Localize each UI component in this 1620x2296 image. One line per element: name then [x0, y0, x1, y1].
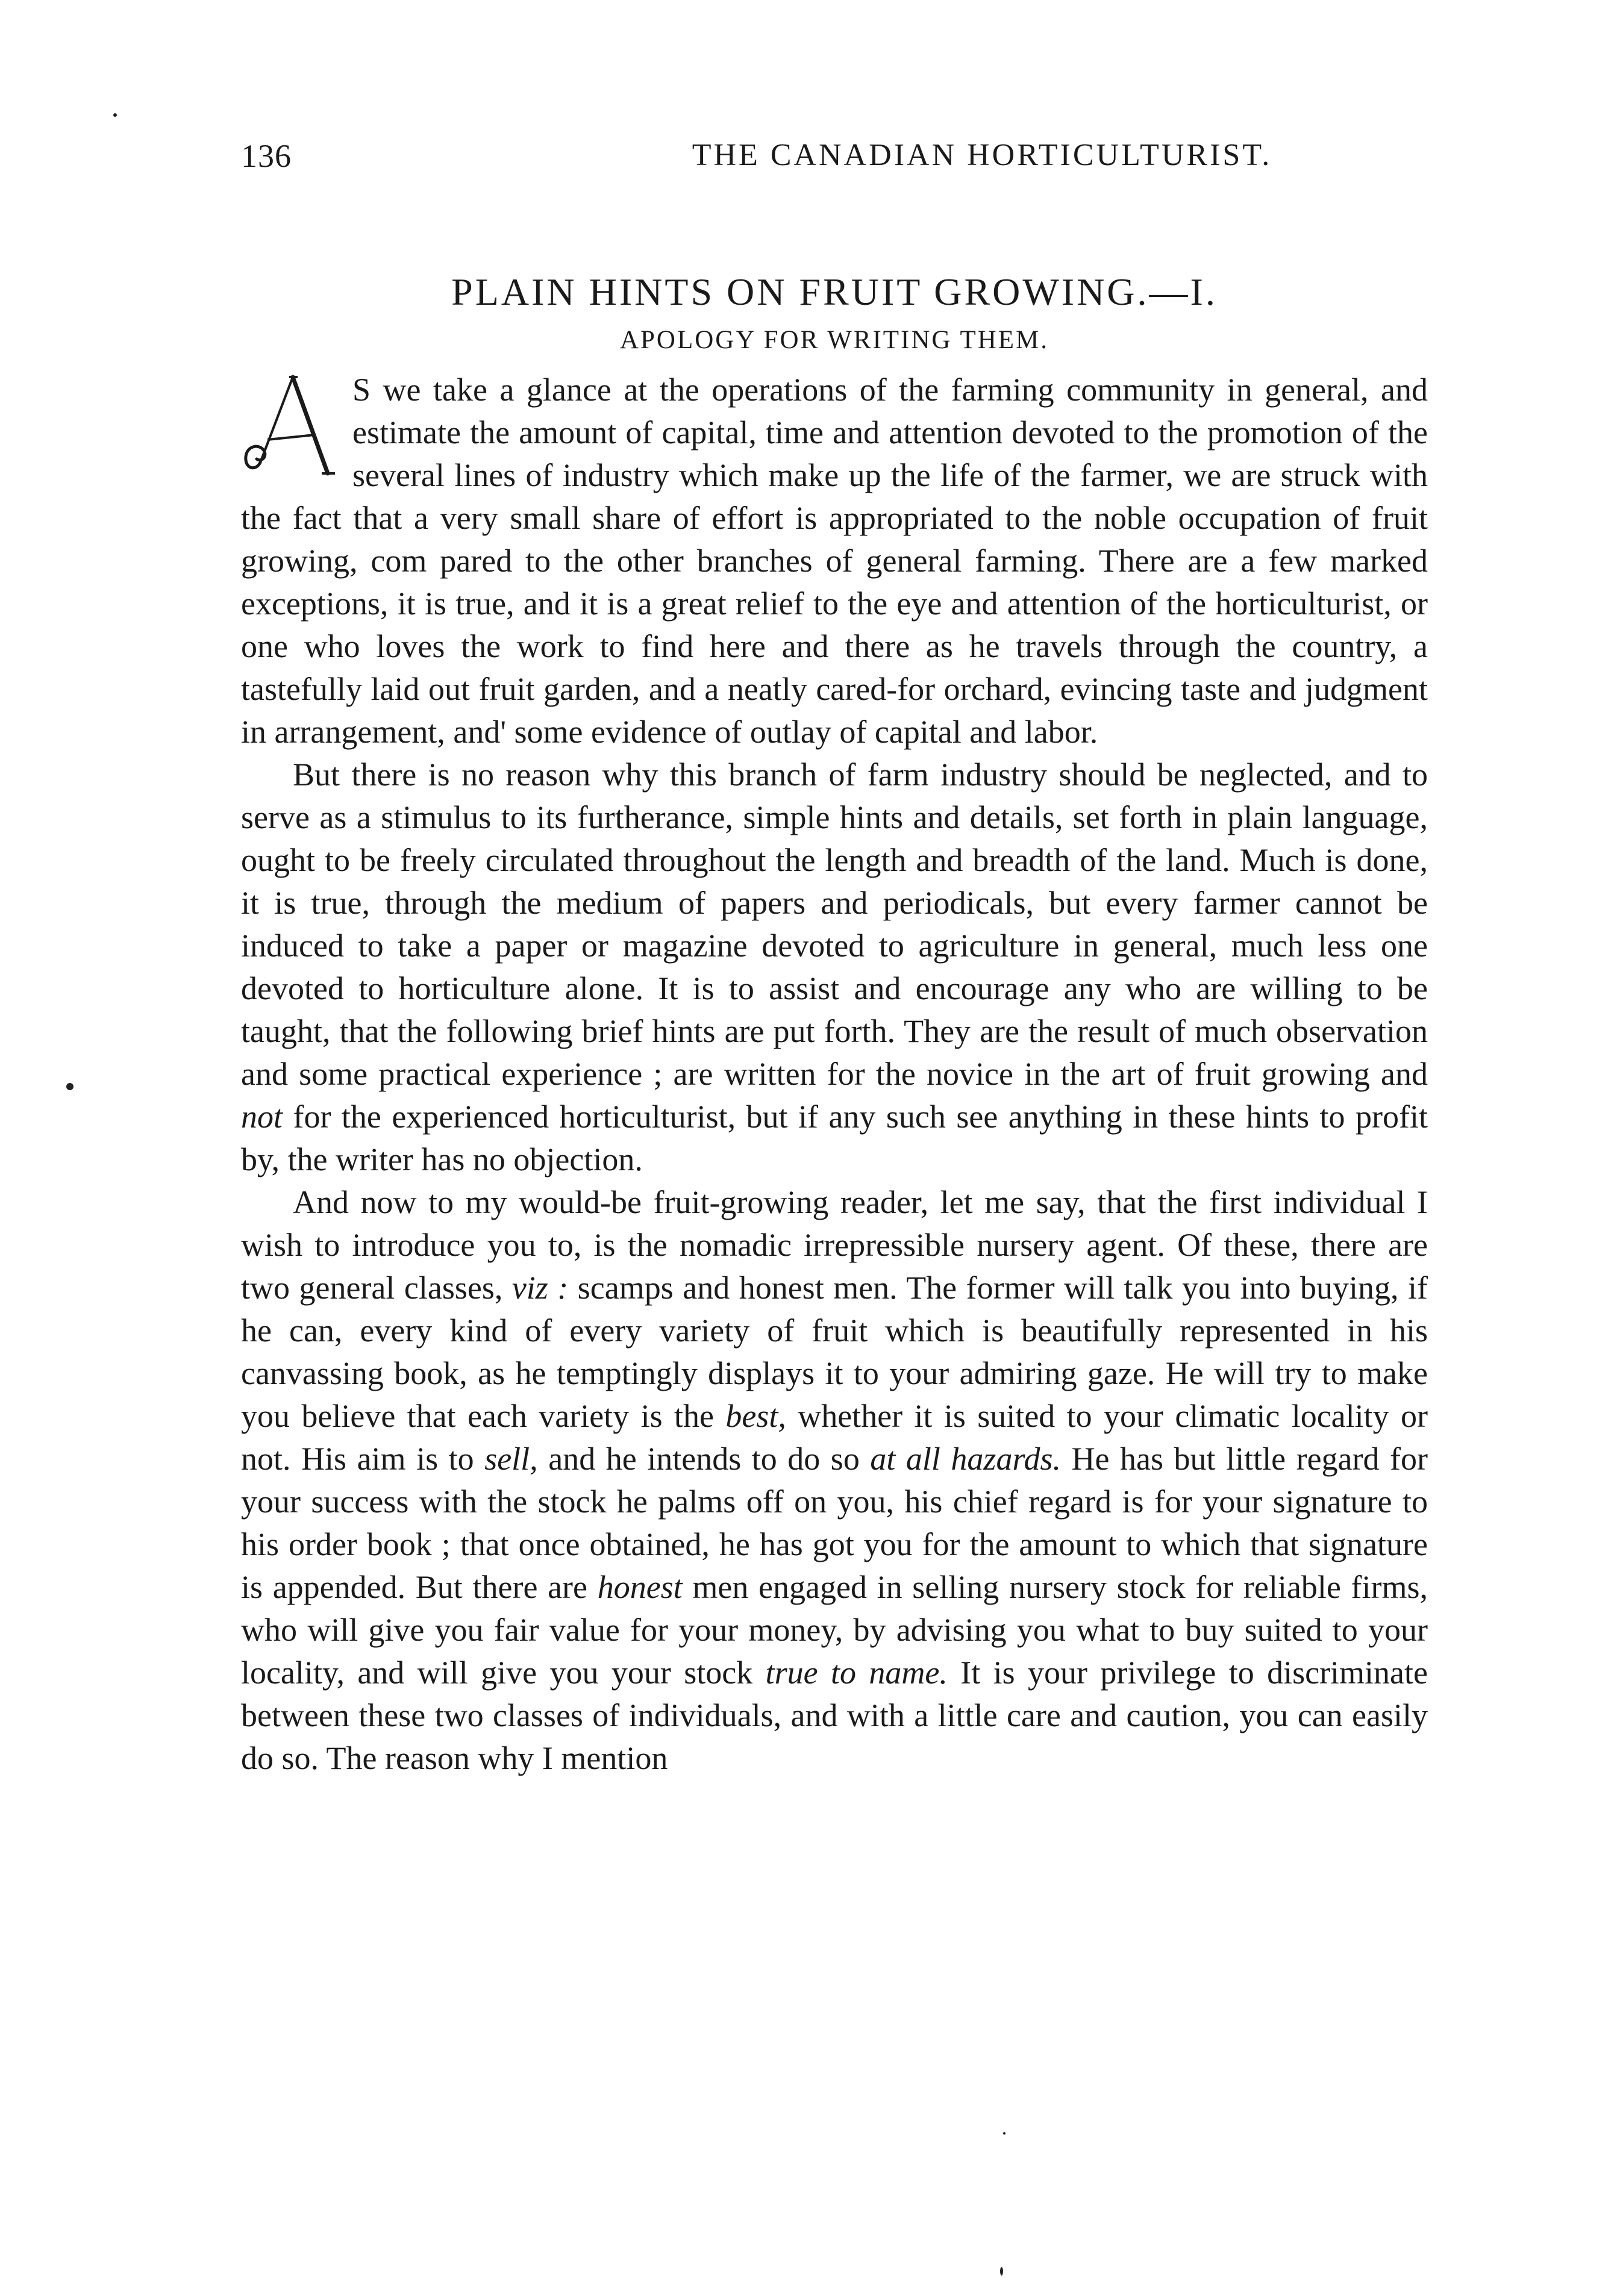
journal-title: THE CANADIAN HORTICULTURIST. [692, 138, 1272, 172]
paragraph-3-text-5: He has but little regard for your success with the stock he palms off on you, his chief regard is for your signature to his order book ; that once obtained, he has got you for the amount to which that signature is appended. But there are [241, 1441, 1428, 1605]
paragraph-3-text-1: And now to my would-be fruit-growing reader, let me say, that the first individual I wish to introduce you to, is the nomadic irrepressible nursery agent. Of these, there are two general classes, [241, 1184, 1428, 1306]
paper-speck [66, 1083, 73, 1090]
paragraph-3-text-7: It is your privilege to discriminate between these two classes of individuals, and with a little care and caution, you can easily do so. The reason why I mention [241, 1655, 1428, 1776]
paragraph-2-text-1: But there is no reason why this branch of farm industry should be neglected, and to serve as a stimulus to its furtherance, simple hints and details, set forth in plain language, ought to be freely circulated throughout the length and breadth of the land. Much is done, it is true, through the medium of papers and periodicals, but every farmer cannot be induced to take a paper or magazine devoted to agriculture in general, much less one devoted to horticulture alone. It is to assist and encourage any who are willing to be taught, that the following brief hints are put forth. They are the result of much observation and some practical experience ; are written for the novice in the art of fruit growing and [241, 756, 1428, 1092]
paragraph-3-emphasis-2: best, [725, 1398, 786, 1434]
paragraph-3-emphasis-3: sell, [484, 1441, 538, 1477]
page-number: 136 [241, 138, 292, 174]
running-head [241, 137, 1428, 192]
paragraph-3-emphasis-6: true to name. [765, 1655, 948, 1691]
drop-cap [237, 372, 343, 478]
paragraph-3 [241, 1181, 1428, 1780]
paragraph-3-text-4: and he intends to do so [537, 1441, 871, 1477]
ornamental-a-icon [237, 372, 343, 478]
paragraph-3-emphasis-4: at all hazards. [870, 1441, 1061, 1477]
paragraph-1 [241, 369, 1428, 753]
article-subtitle: APOLOGY FOR WRITING THEM. [619, 326, 1049, 354]
paragraph-3-text-2: scamps and honest men. The former will talk you into buying, if he can, every kind of every variety of fruit which is beautifully represented in his canvassing book, as he temptingly displays it to your admiring gaze. He will try to make you believe that each variety is the [241, 1270, 1428, 1434]
article-body [241, 369, 1428, 1780]
paper-speck [113, 113, 117, 117]
article-title: PLAIN HINTS ON FRUIT GROWING.—I. [451, 270, 1218, 313]
paragraph-3-emphasis-1: viz : [511, 1270, 569, 1306]
paragraph-3-text-3: whether it is suited to your climatic locality or not. His aim is to [241, 1398, 1428, 1477]
paragraph-1-text: S we take a glance at the operations of the farming community in general, and estimate the amount of capital, time and attention devoted to the promotion of the several lines of industry which make up the life of the farmer, we are struck with the fact that a very small share of effort is appropriated to the noble occupation of fruit growing, com pared to the other branches of general farming. There are a few marked exceptions, it is true, and it is a great relief to the eye and attention of the horticulturist, or one who loves the work to find here and there as he travels through the country, a tastefully laid out fruit garden, and a neatly cared-for orchard, evincing taste and judgment in arrangement, and' some evidence of outlay of capital and labor. [241, 372, 1428, 750]
paragraph-2-text-2: for the experienced horticulturist, but if any such see anything in these hints to profit by, the writer has no objection. [241, 1099, 1428, 1178]
paper-speck [1000, 2267, 1003, 2276]
paragraph-2 [241, 753, 1428, 1181]
paragraph-3-emphasis-5: honest [597, 1569, 683, 1605]
paper-speck [1003, 2132, 1005, 2135]
paragraph-2-emphasis-1: not [241, 1099, 283, 1135]
paragraph-3-text-6: men engaged in selling nursery stock for reliable firms, who will give you fair value for your money, by advising you what to buy suited to your locality, and will give you your stock [241, 1569, 1428, 1691]
